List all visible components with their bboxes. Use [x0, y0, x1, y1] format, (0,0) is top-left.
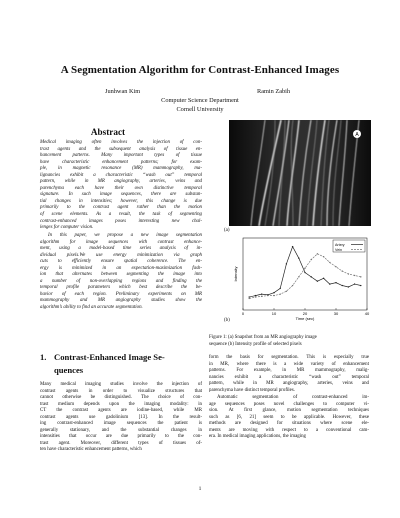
data-point-vein: [267, 295, 268, 296]
data-point-vein: [286, 291, 287, 292]
abstract-p1-line: hancement patterns. Many important types of tissue: [40, 153, 202, 159]
author-1: Junhwan Kim: [105, 88, 141, 95]
section-right2-line: such as [6, 21] seem to be applicable. However, these: [209, 414, 369, 420]
section-1-heading: [40, 351, 210, 377]
x-axis-label: Time (sec): [295, 316, 315, 321]
data-point-vein: [304, 268, 305, 269]
abstract-p2-line: ment, using a model-based time series analysis of in-: [40, 246, 202, 252]
abstract-p2-line: ion that alternates between segmenting the image into: [40, 272, 202, 278]
data-point-vein: [261, 296, 262, 297]
abstract-p1-line: ple, in magnetic resonance (MR) mammography, ma-: [40, 166, 202, 172]
abstract-p2-line: ergy is minimized in an expectation-maximization fash-: [40, 265, 202, 271]
data-point-artery: [323, 278, 324, 279]
data-point-vein: [323, 256, 324, 257]
department: Computer Science Department: [161, 97, 239, 104]
abstract-p1-line: contrast-enhanced images poses interesting new chal-: [40, 218, 202, 224]
section-left-line: cannot otherwise be distinguished. The choice of con-: [40, 395, 202, 401]
abstract-p2-line: algorithm for image sequences with contrast enhance-: [40, 239, 202, 245]
abstract-p2-line: havior of each region. Preliminary experiments on MR: [40, 291, 202, 297]
data-point-vein: [311, 259, 312, 260]
mr-angiography-image: [229, 120, 371, 226]
abstract-p1-line: of scene elements. As a result, the task of segmenting: [40, 212, 202, 218]
caption-line-2: sequence (b) Intensity profile of selected pixels: [209, 341, 302, 347]
section-left-line: ten have characteristic enhancement patterns, which: [40, 447, 142, 453]
abstract-p2-line: dividual pixels.We use energy minimization via graph: [40, 252, 202, 258]
section-number: 1.: [40, 352, 47, 362]
section-right2-line: era. In medical imaging applications, the imaging: [209, 434, 306, 440]
caption-line-1: Figure 1: (a) Snapshot from an MR angiography image: [209, 335, 317, 340]
abstract-paragraph-2: [40, 233, 202, 312]
section-right1-line: patterns. For example, in MR mammography, malig-: [209, 368, 369, 374]
section-left-line: Many medical imaging studies involve the injection of: [40, 382, 202, 387]
y-axis-label: Intensity: [233, 266, 238, 282]
panel-b-label: (b): [224, 318, 230, 323]
abstract-p2-line: mammography and MR angiography studies show the: [40, 298, 202, 304]
section-right1-line: pattern, while in MR angiography, arteries, veins and: [209, 381, 369, 387]
abstract-p2-line: In this paper, we propose a new image segmentation: [48, 233, 202, 238]
section-right2-line: methods are designed for situations where scene ele-: [209, 421, 369, 427]
data-point-artery: [311, 276, 312, 277]
data-point-vein: [354, 275, 355, 276]
figure-caption: [209, 335, 369, 348]
data-point-artery: [317, 281, 318, 282]
abstract-p1-line: lignancies exhibit a characteristic “wash out” temporal: [40, 172, 202, 178]
abstract-heading: Abstract: [90, 127, 126, 137]
data-point-vein: [335, 266, 336, 267]
data-point-vein: [329, 262, 330, 263]
data-point-vein: [273, 295, 274, 296]
section-left-line: ing contrast-enhanced image sequences the patient is: [40, 421, 202, 427]
section-1-paragraph-right-2: [209, 395, 369, 441]
section-1-paragraph-right-1: [209, 355, 369, 394]
data-point-vein: [280, 293, 281, 294]
section-left-line: intensities that occur are due primarily to the con-: [40, 434, 202, 440]
abstract-p1-line: Medical imaging often involves the injection of con-: [40, 140, 202, 145]
section-right2-line: sion. At first glance, motion segmentation techniques: [209, 408, 369, 414]
data-point-vein: [249, 298, 250, 299]
data-point-artery: [261, 293, 262, 294]
section-left-line: contrast agents use gadolinium [13]. In the result-: [40, 414, 202, 420]
data-point-artery: [255, 295, 256, 296]
section-left-line: contrast agents in order to visualize structures that: [40, 388, 202, 394]
section-right1-line: form the basis for segmentation. This is especially true: [209, 355, 369, 360]
marker-label: A: [355, 132, 359, 138]
data-point-artery: [273, 292, 274, 293]
panel-a-label: (a): [224, 228, 230, 233]
x-tick-label: 40: [364, 311, 370, 316]
abstract-paragraph-1: [40, 140, 202, 232]
abstract-p1-line: lenges for computer vision.: [40, 225, 94, 231]
legend: [333, 240, 365, 252]
abstract-p2-line: algorithm’s ability to find an accurate segmentation.: [40, 305, 143, 311]
section-right2-line: ments are moving with respect to a conventional cam-: [209, 427, 369, 433]
data-point-artery: [335, 282, 336, 283]
paper-title: A Segmentation Algorithm for Contrast-Enhanced Images: [60, 64, 340, 76]
section-left-line: trast medium depends upon the imaging modality: in: [40, 401, 202, 407]
data-point-artery: [280, 288, 281, 289]
x-tick-label: 30: [333, 311, 339, 316]
section-left-line: generally stationary, and the substantial changes in: [40, 427, 202, 433]
page-number: 1: [198, 486, 202, 492]
data-point-artery: [342, 285, 343, 286]
abstract-p1-line: pattern, while in MR angiography, arteries, veins and: [40, 179, 202, 185]
data-point-vein: [317, 253, 318, 254]
section-right1-line: in MR, where there is a wide variety of enhancement: [209, 361, 369, 367]
legend-label: Artery: [335, 242, 345, 247]
university: Cornell University: [176, 106, 224, 113]
abstract-p1-line: primarily to the contrast agent rather than the motion: [40, 205, 202, 211]
data-point-vein: [255, 296, 256, 297]
data-point-vein: [360, 276, 361, 277]
section-left-line: trast agent. Moreover, different types of tissues of-: [40, 440, 202, 446]
abstract-p1-line: tial changes in intensities; however, this change is due: [40, 198, 202, 204]
data-point-artery: [286, 263, 287, 264]
abstract-p1-line: parenchyma each have their own distinctive temporal: [40, 185, 202, 191]
abstract-p2-line: a number of non-overlapping regions and finding the: [40, 278, 202, 284]
abstract-p2-line: temporal profile parameters which best describe the be-: [40, 285, 202, 291]
x-tick-label: 0: [241, 311, 245, 316]
data-point-vein: [342, 270, 343, 271]
data-point-artery: [292, 246, 293, 247]
data-point-artery: [354, 283, 355, 284]
x-tick-label: 10: [271, 311, 277, 316]
author-2: Ramin Zabih: [257, 88, 291, 95]
section-right1-line: nancies exhibit a characteristic “wash out” temporal: [209, 374, 369, 380]
x-tick-label: 20: [302, 311, 308, 316]
data-point-artery: [360, 285, 361, 286]
abstract-p1-line: have characteristic enhancement patterns; for exam-: [40, 159, 202, 165]
abstract-p1-line: signature. In such image sequences, there are substan-: [40, 192, 202, 198]
section-right2-line: Automatic segmentation of contrast-enhanced im-: [217, 395, 369, 400]
section-right2-line: age sequences poses novel challenges to computer vi-: [209, 401, 369, 407]
section-left-line: CT the contrast agents are iodine-based, while MR: [40, 408, 202, 414]
section-1-paragraph-left: [40, 382, 202, 454]
data-point-artery: [298, 257, 299, 258]
data-point-artery: [304, 272, 305, 273]
legend-label: Vein: [335, 247, 342, 252]
section-heading-line-1: Contrast-Enhanced Image Se-: [54, 352, 165, 362]
abstract-p1-line: trast agents and the subsequent analysis of tissue en-: [40, 146, 202, 152]
data-point-artery: [249, 296, 250, 297]
section-heading-line-2: quences: [54, 365, 84, 375]
data-point-artery: [348, 286, 349, 287]
data-point-vein: [298, 276, 299, 277]
abstract-p2-line: cuts to efficiently ensure spatial coherence. The en-: [40, 259, 202, 265]
data-point-vein: [348, 273, 349, 274]
data-point-artery: [329, 283, 330, 284]
intensity-profile-chart: [229, 234, 371, 324]
section-right1-line: parenchyma have distinct temporal profiles.: [209, 387, 295, 393]
data-point-vein: [292, 285, 293, 286]
